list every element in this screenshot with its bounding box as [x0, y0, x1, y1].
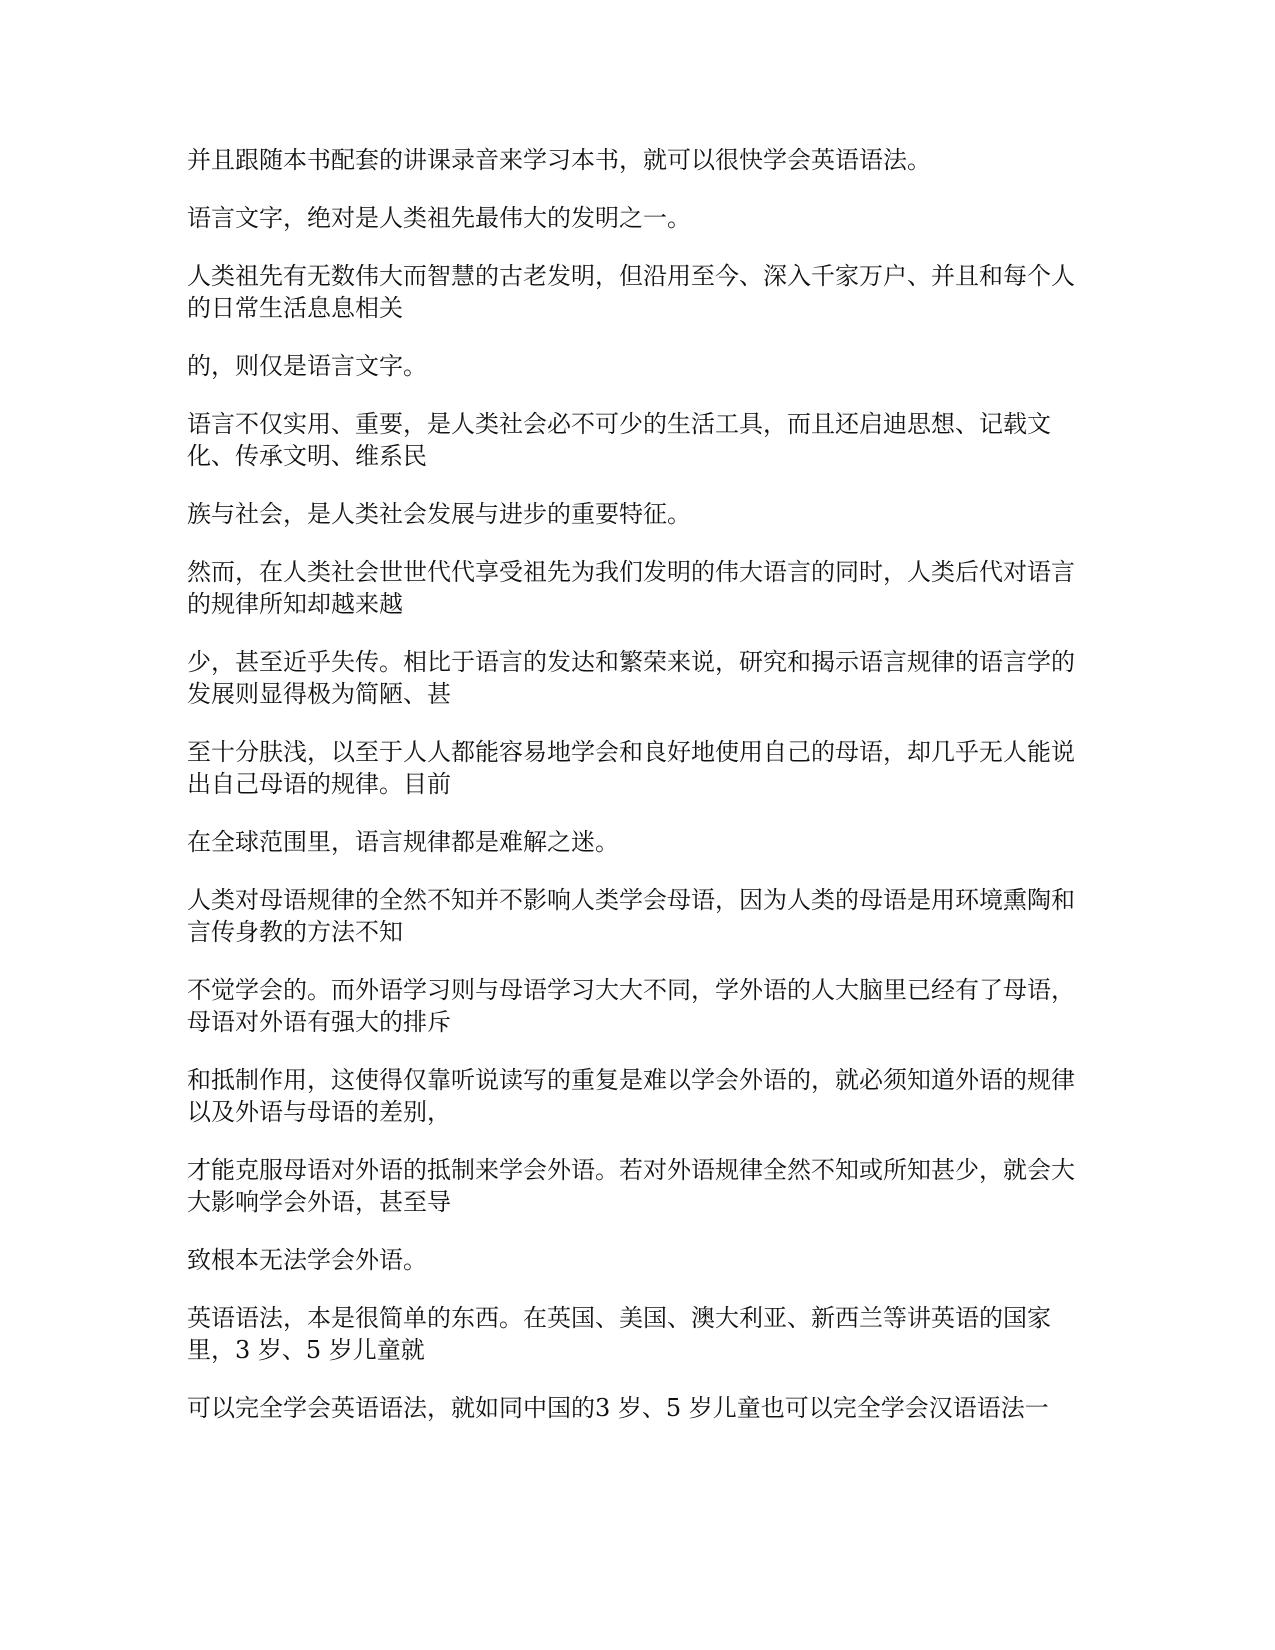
paragraph: 少，甚至近乎失传。相比于语言的发达和繁荣来说，研究和揭示语言规律的语言学的发展则显得极为简陋、甚	[187, 648, 1075, 708]
text-column	[187, 144, 1087, 1450]
paragraph: 族与社会，是人类社会发展与进步的重要特征。	[187, 500, 691, 528]
paragraph: 和抵制作用，这使得仅靠听说读写的重复是难以学会外语的，就必须知道外语的规律以及外语与母语的差别，	[187, 1066, 1075, 1126]
paragraph: 英语语法，本是很简单的东西。在英国、美国、澳大利亚、新西兰等讲英语的国家里，3 岁、5 岁儿童就	[187, 1304, 1051, 1364]
paragraph: 才能克服母语对外语的抵制来学会外语。若对外语规律全然不知或所知甚少，就会大大影响学会外语，甚至导	[187, 1156, 1075, 1216]
paragraph: 语言不仅实用、重要，是人类社会必不可少的生活工具，而且还启迪思想、记载文化、传承文明、维系民	[187, 410, 1051, 470]
paragraph: 的，则仅是语言文字。	[187, 352, 427, 380]
paragraph: 人类祖先有无数伟大而智慧的古老发明，但沿用至今、深入千家万户、并且和每个人的日常生活息息相关	[187, 262, 1075, 322]
paragraph: 可以完全学会英语语法，就如同中国的3 岁、5 岁儿童也可以完全学会汉语语法一	[187, 1394, 1049, 1422]
paragraph: 致根本无法学会外语。	[187, 1246, 427, 1274]
paragraph: 并且跟随本书配套的讲课录音来学习本书，就可以很快学会英语语法。	[187, 146, 931, 174]
paragraph: 然而，在人类社会世世代代享受祖先为我们发明的伟大语言的同时，人类后代对语言的规律所知却越来越	[187, 558, 1075, 618]
paragraph: 在全球范围里，语言规律都是难解之迷。	[187, 828, 619, 856]
paragraph: 至十分肤浅，以至于人人都能容易地学会和良好地使用自己的母语，却几乎无人能说出自己母语的规律。目前	[187, 738, 1075, 798]
paragraph: 人类对母语规律的全然不知并不影响人类学会母语，因为人类的母语是用环境熏陶和言传身教的方法不知	[187, 886, 1075, 946]
paragraph: 语言文字，绝对是人类祖先最伟大的发明之一。	[187, 204, 691, 232]
paragraph: 不觉学会的。而外语学习则与母语学习大大不同，学外语的人大脑里已经有了母语，母语对外语有强大的排斥	[187, 976, 1075, 1036]
